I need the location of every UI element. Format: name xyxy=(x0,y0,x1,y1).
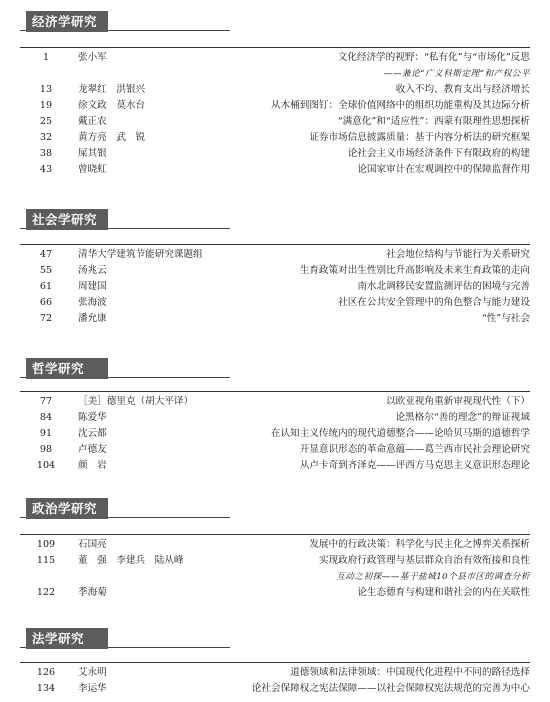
entry-author: 屎其银 xyxy=(78,148,107,159)
toc-entry[interactable] xyxy=(0,458,550,474)
entry-page-number: 98 xyxy=(39,444,53,455)
entry-title: 证券市场信息披露质量：基于内容分析法的研究框架 xyxy=(309,132,530,143)
entry-title: 以欧亚视角重新审视现代性（下） xyxy=(386,396,530,407)
entry-subtitle: ——兼论“广义科斯定理”和产权公平 xyxy=(383,69,530,79)
entry-title: 从木桶到图钉：全球价值网络中的组织功能重构及其边际分析 xyxy=(270,100,530,111)
section-rule xyxy=(108,647,230,648)
section-title: 法学研究 xyxy=(26,628,108,649)
entry-author: ［美］德里克（胡大平译） xyxy=(78,396,194,407)
entry-author: 颜 岩 xyxy=(78,460,107,471)
section-rule xyxy=(108,517,230,518)
section-rule xyxy=(108,228,230,229)
entry-title: 论社会主义市场经济条件下有限政府的构建 xyxy=(347,148,530,159)
toc-entry[interactable] xyxy=(0,410,550,426)
entry-title: 论社会保障权之宪法保障——以社会保障权宪法规范的完善为中心 xyxy=(251,683,530,694)
entry-title: 论生态德育与构建和谐社会的内在关联性 xyxy=(357,587,530,598)
entry-author: 季海菊 xyxy=(78,587,107,598)
toc-entry[interactable] xyxy=(0,247,550,263)
entry-author: 张小军 xyxy=(78,52,107,63)
entry-title: 社会地位结构与节能行为关系研究 xyxy=(386,249,530,260)
entry-title: 道德领域和法律领域：中国现代化进程中不同的路径选择 xyxy=(290,667,530,678)
toc-entry[interactable] xyxy=(0,311,550,327)
entry-author: 石国亮 xyxy=(78,539,107,550)
toc-entry[interactable] xyxy=(0,279,550,295)
entry-author: 徐文政 莫水台 xyxy=(78,100,146,111)
section-heading xyxy=(0,625,550,651)
section-rule xyxy=(108,377,230,378)
toc-entry[interactable] xyxy=(0,114,550,130)
entry-title: 发展中的行政决策：科学化与民主化之博弈关系探析 xyxy=(309,539,530,550)
toc-entry[interactable] xyxy=(0,263,550,279)
section-heading xyxy=(0,495,550,521)
entry-author: 陈爱华 xyxy=(78,412,107,423)
entries-rule xyxy=(20,391,530,392)
entries-rule xyxy=(20,662,530,663)
entry-author: 艾永明 xyxy=(78,667,107,678)
section-title: 社会学研究 xyxy=(26,209,108,230)
toc-entry[interactable] xyxy=(0,394,550,410)
entries-rule xyxy=(20,534,530,535)
toc-entry[interactable] xyxy=(0,537,550,553)
entry-page-number: 84 xyxy=(39,412,53,423)
entry-title: 生育政策对出生性别比升高影响及未来生育政策的走向 xyxy=(299,265,530,276)
entry-page-number: 43 xyxy=(39,164,53,175)
toc-entry[interactable] xyxy=(0,162,550,178)
toc-entry[interactable] xyxy=(0,426,550,442)
entry-title: 南水北调移民安置监测评估的困境与完善 xyxy=(357,281,530,292)
section-rule xyxy=(108,30,230,31)
entry-author: 董 强 李建兵 陆从峰 xyxy=(78,555,184,566)
toc-entry-continuation xyxy=(0,66,550,82)
toc-entry[interactable] xyxy=(0,585,550,601)
entry-title: 论黑格尔“善的理念”的辩证视域 xyxy=(395,412,530,423)
entries-rule xyxy=(20,47,530,48)
entry-page-number: 77 xyxy=(39,396,53,407)
entry-title: 从卢卡奇到齐泽克——评西方马克思主义意识形态理论 xyxy=(299,460,530,471)
entry-page-number: 122 xyxy=(36,587,56,598)
entry-author: 黄方亮 武 锐 xyxy=(78,132,146,143)
entry-page-number: 61 xyxy=(39,281,53,292)
entry-author: 张海波 xyxy=(78,297,107,308)
section-heading xyxy=(0,8,550,34)
entry-page-number: 47 xyxy=(39,249,53,260)
entry-page-number: 32 xyxy=(39,132,53,143)
toc-entry[interactable] xyxy=(0,146,550,162)
entry-page-number: 115 xyxy=(36,555,56,566)
entry-page-number: 134 xyxy=(36,683,56,694)
entry-author: 潘允康 xyxy=(78,313,107,324)
toc-entry[interactable] xyxy=(0,50,550,66)
entry-author: 周建国 xyxy=(78,281,107,292)
entry-title: 在认知主义传统内的现代道德整合——论哈贝马斯的道德哲学 xyxy=(270,428,530,439)
entry-page-number: 72 xyxy=(39,313,53,324)
entry-page-number: 91 xyxy=(39,428,53,439)
entry-title: 社区在公共安全管理中的角色整合与能力建设 xyxy=(338,297,530,308)
entry-author: 清华大学建筑节能研究课题组 xyxy=(78,249,203,260)
section-heading xyxy=(0,206,550,232)
toc-entry[interactable] xyxy=(0,295,550,311)
entry-author: 龙翠红 洪银兴 xyxy=(78,84,146,95)
toc-entry[interactable] xyxy=(0,130,550,146)
entry-page-number: 1 xyxy=(42,52,50,63)
entry-author: 曾晓虹 xyxy=(78,164,107,175)
entry-subtitle: 互动之初探——基于盐城10个县市区的调查分析 xyxy=(336,572,530,582)
entry-author: 卢德友 xyxy=(78,444,107,455)
toc-entry[interactable] xyxy=(0,553,550,569)
entry-title: 收入不均、教育支出与经济增长 xyxy=(395,84,530,95)
entry-author: 李运华 xyxy=(78,683,107,694)
toc-entry[interactable] xyxy=(0,82,550,98)
entry-title: 文化经济学的视野：“私有化”与“市场化”反思 xyxy=(337,52,530,63)
toc-entry[interactable] xyxy=(0,681,550,697)
entry-title: “性”与社会 xyxy=(481,313,530,324)
entry-title: 开显意识形态的革命意蕴——葛兰西市民社会理论研究 xyxy=(299,444,530,455)
entry-author: 汤兆云 xyxy=(78,265,107,276)
section-title: 经济学研究 xyxy=(26,11,108,32)
entry-page-number: 13 xyxy=(39,84,53,95)
toc-entry[interactable] xyxy=(0,665,550,681)
entry-page-number: 19 xyxy=(39,100,53,111)
entry-title: 实现政府行政管理与基层群众自治有效衔接和良性 xyxy=(318,555,530,566)
entry-page-number: 126 xyxy=(36,667,56,678)
section-heading xyxy=(0,355,550,381)
toc-entry[interactable] xyxy=(0,98,550,114)
entry-title: “满意化”和“适应性”：西蒙有限理性思想探析 xyxy=(337,116,530,127)
entry-title: 论国家审计在宏观调控中的保障监督作用 xyxy=(357,164,530,175)
entry-page-number: 66 xyxy=(39,297,53,308)
section-title: 哲学研究 xyxy=(26,358,108,379)
entry-page-number: 55 xyxy=(39,265,53,276)
entry-page-number: 25 xyxy=(39,116,53,127)
entry-page-number: 38 xyxy=(39,148,53,159)
entry-page-number: 104 xyxy=(36,460,56,471)
section-title: 政治学研究 xyxy=(26,498,108,519)
entry-author: 沈云都 xyxy=(78,428,107,439)
toc-entry[interactable] xyxy=(0,442,550,458)
entries-rule xyxy=(20,244,530,245)
entry-author: 戴正农 xyxy=(78,116,107,127)
entry-page-number: 109 xyxy=(36,539,56,550)
toc-entry-continuation xyxy=(0,569,550,585)
